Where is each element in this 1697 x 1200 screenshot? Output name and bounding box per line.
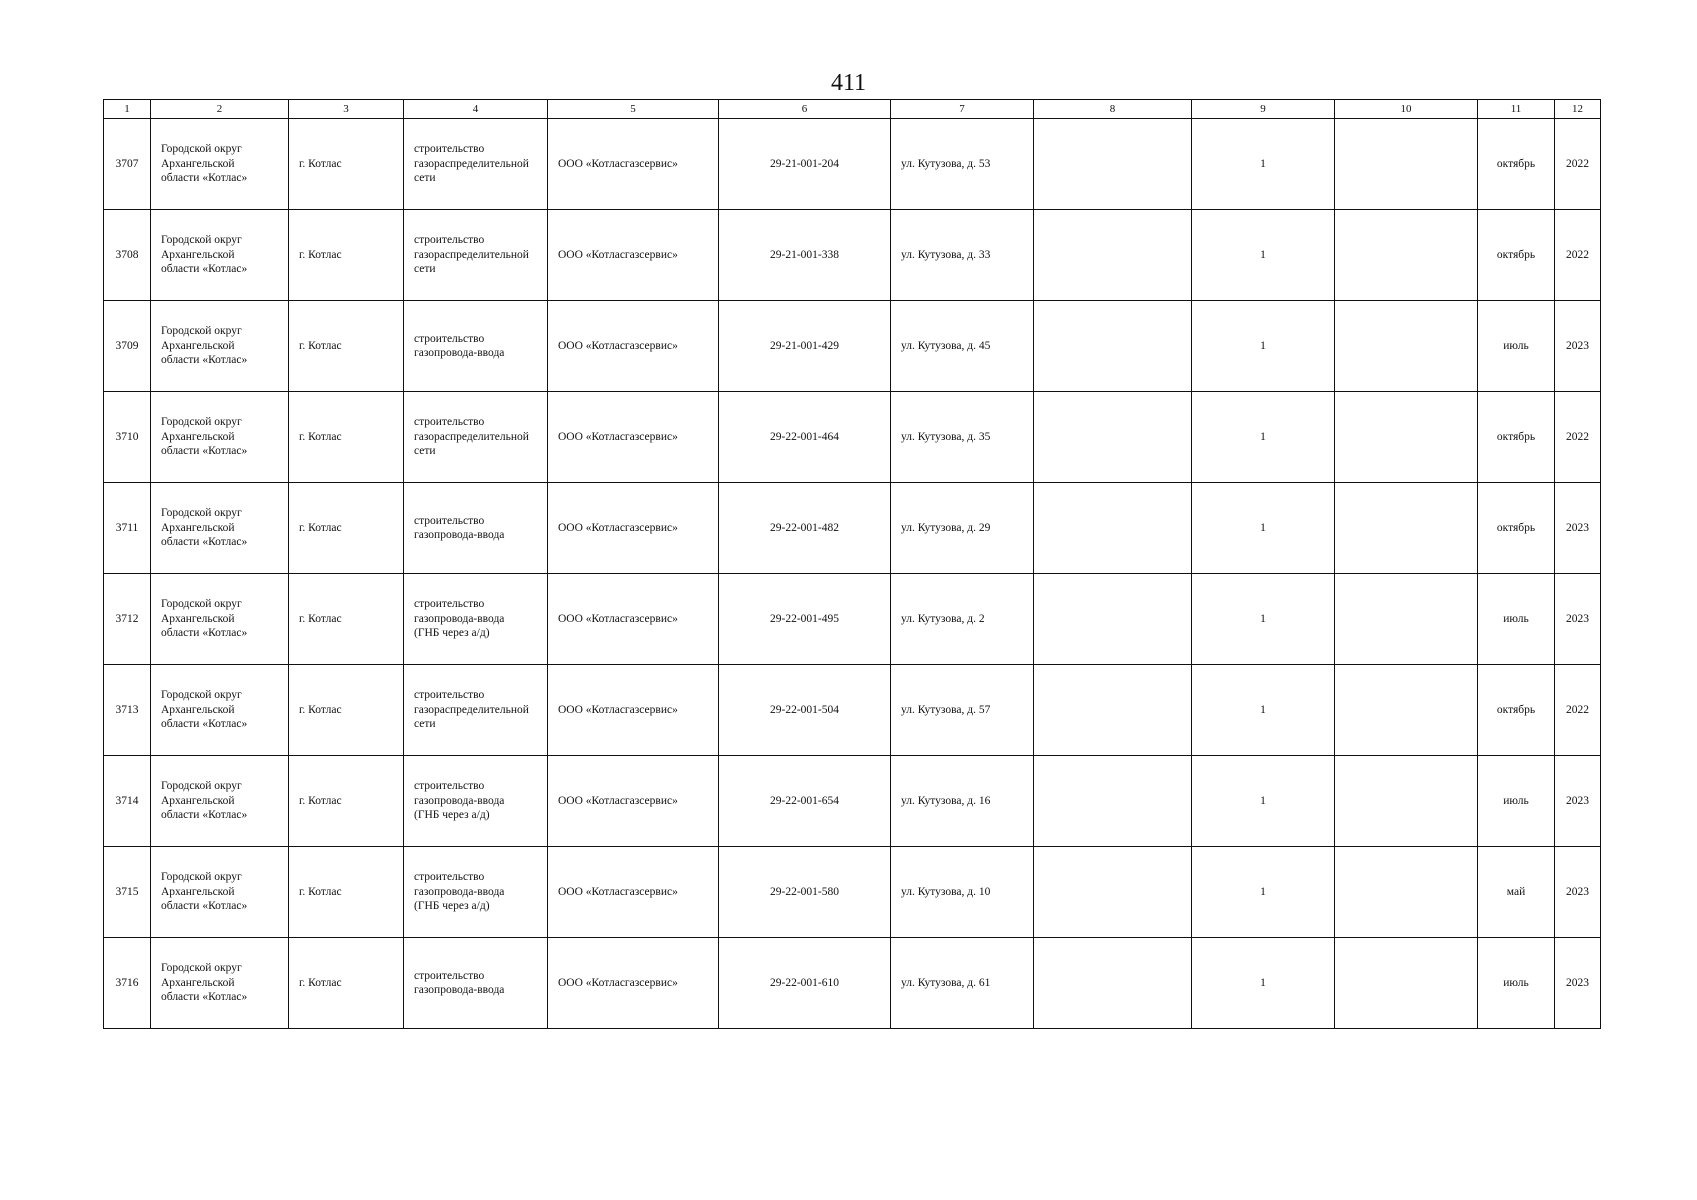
register-body [104, 119, 1601, 1029]
column-10-cell [1335, 392, 1478, 483]
year-cell: 2023 [1555, 574, 1601, 665]
table-row [104, 392, 1601, 483]
organization-cell: ООО «Котласгазсервис» [548, 301, 719, 392]
year-cell: 2023 [1555, 756, 1601, 847]
municipality-cell: Городской округ Архангельской области «Котлас» [151, 210, 289, 301]
register-table [103, 99, 1601, 1029]
column-10-cell [1335, 301, 1478, 392]
table-row [104, 210, 1601, 301]
work-type-cell: строительство газопровода-ввода [404, 483, 548, 574]
column-number: 10 [1335, 100, 1478, 119]
work-type-cell: строительство газопровода-ввода (ГНБ через а/д) [404, 574, 548, 665]
row-number: 3711 [104, 483, 151, 574]
row-number: 3707 [104, 119, 151, 210]
column-number: 9 [1192, 100, 1335, 119]
table-row [104, 483, 1601, 574]
column-number: 4 [404, 100, 548, 119]
table-row [104, 301, 1601, 392]
column-number: 2 [151, 100, 289, 119]
locality-cell: г. Котлас [289, 938, 404, 1029]
year-cell: 2023 [1555, 483, 1601, 574]
month-cell: июль [1478, 574, 1555, 665]
object-code-cell: 29-22-001-580 [719, 847, 891, 938]
quantity-cell: 1 [1192, 392, 1335, 483]
municipality-cell: Городской округ Архангельской области «Котлас» [151, 847, 289, 938]
column-10-cell [1335, 756, 1478, 847]
column-10-cell [1335, 665, 1478, 756]
month-cell: октябрь [1478, 665, 1555, 756]
column-8-cell [1034, 574, 1192, 665]
row-number: 3708 [104, 210, 151, 301]
work-type-cell: строительство газопровода-ввода (ГНБ через а/д) [404, 756, 548, 847]
month-cell: июль [1478, 301, 1555, 392]
column-8-cell [1034, 938, 1192, 1029]
work-type-cell: строительство газораспределительной сети [404, 119, 548, 210]
work-type-cell: строительство газопровода-ввода (ГНБ через а/д) [404, 847, 548, 938]
month-cell: июль [1478, 756, 1555, 847]
address-cell: ул. Кутузова, д. 57 [891, 665, 1034, 756]
address-cell: ул. Кутузова, д. 16 [891, 756, 1034, 847]
year-cell: 2023 [1555, 301, 1601, 392]
column-10-cell [1335, 210, 1478, 301]
row-number: 3710 [104, 392, 151, 483]
column-8-cell [1034, 119, 1192, 210]
locality-cell: г. Котлас [289, 392, 404, 483]
work-type-cell: строительство газораспределительной сети [404, 210, 548, 301]
table-row [104, 938, 1601, 1029]
quantity-cell: 1 [1192, 483, 1335, 574]
column-number: 3 [289, 100, 404, 119]
object-code-cell: 29-22-001-610 [719, 938, 891, 1029]
quantity-cell: 1 [1192, 665, 1335, 756]
quantity-cell: 1 [1192, 210, 1335, 301]
address-cell: ул. Кутузова, д. 53 [891, 119, 1034, 210]
column-number: 5 [548, 100, 719, 119]
year-cell: 2022 [1555, 210, 1601, 301]
quantity-cell: 1 [1192, 301, 1335, 392]
address-cell: ул. Кутузова, д. 10 [891, 847, 1034, 938]
quantity-cell: 1 [1192, 574, 1335, 665]
organization-cell: ООО «Котласгазсервис» [548, 847, 719, 938]
address-cell: ул. Кутузова, д. 2 [891, 574, 1034, 665]
locality-cell: г. Котлас [289, 119, 404, 210]
municipality-cell: Городской округ Архангельской области «Котлас» [151, 392, 289, 483]
locality-cell: г. Котлас [289, 847, 404, 938]
row-number: 3713 [104, 665, 151, 756]
month-cell: май [1478, 847, 1555, 938]
locality-cell: г. Котлас [289, 210, 404, 301]
column-8-cell [1034, 665, 1192, 756]
year-cell: 2023 [1555, 847, 1601, 938]
month-cell: октябрь [1478, 483, 1555, 574]
column-8-cell [1034, 210, 1192, 301]
month-cell: октябрь [1478, 392, 1555, 483]
organization-cell: ООО «Котласгазсервис» [548, 392, 719, 483]
address-cell: ул. Кутузова, д. 33 [891, 210, 1034, 301]
municipality-cell: Городской округ Архангельской области «Котлас» [151, 665, 289, 756]
column-8-cell [1034, 483, 1192, 574]
locality-cell: г. Котлас [289, 483, 404, 574]
object-code-cell: 29-22-001-482 [719, 483, 891, 574]
object-code-cell: 29-21-001-338 [719, 210, 891, 301]
column-8-cell [1034, 847, 1192, 938]
table-row [104, 119, 1601, 210]
work-type-cell: строительство газопровода-ввода [404, 301, 548, 392]
column-number: 12 [1555, 100, 1601, 119]
quantity-cell: 1 [1192, 756, 1335, 847]
column-10-cell [1335, 483, 1478, 574]
organization-cell: ООО «Котласгазсервис» [548, 665, 719, 756]
column-number: 7 [891, 100, 1034, 119]
column-number: 1 [104, 100, 151, 119]
month-cell: июль [1478, 938, 1555, 1029]
municipality-cell: Городской округ Архангельской области «Котлас» [151, 574, 289, 665]
column-8-cell [1034, 392, 1192, 483]
column-10-cell [1335, 119, 1478, 210]
column-8-cell [1034, 756, 1192, 847]
municipality-cell: Городской округ Архангельской области «Котлас» [151, 756, 289, 847]
work-type-cell: строительство газопровода-ввода [404, 938, 548, 1029]
locality-cell: г. Котлас [289, 574, 404, 665]
object-code-cell: 29-22-001-464 [719, 392, 891, 483]
organization-cell: ООО «Котласгазсервис» [548, 483, 719, 574]
municipality-cell: Городской округ Архангельской области «Котлас» [151, 119, 289, 210]
object-code-cell: 29-22-001-495 [719, 574, 891, 665]
work-type-cell: строительство газораспределительной сети [404, 665, 548, 756]
object-code-cell: 29-22-001-504 [719, 665, 891, 756]
table-row [104, 574, 1601, 665]
locality-cell: г. Котлас [289, 301, 404, 392]
column-10-cell [1335, 847, 1478, 938]
municipality-cell: Городской округ Архангельской области «Котлас» [151, 938, 289, 1029]
object-code-cell: 29-21-001-429 [719, 301, 891, 392]
column-number: 8 [1034, 100, 1192, 119]
column-number-row [104, 100, 1601, 119]
work-type-cell: строительство газораспределительной сети [404, 392, 548, 483]
year-cell: 2023 [1555, 938, 1601, 1029]
row-number: 3712 [104, 574, 151, 665]
month-cell: октябрь [1478, 119, 1555, 210]
address-cell: ул. Кутузова, д. 45 [891, 301, 1034, 392]
column-number: 6 [719, 100, 891, 119]
column-10-cell [1335, 574, 1478, 665]
column-10-cell [1335, 938, 1478, 1029]
address-cell: ул. Кутузова, д. 29 [891, 483, 1034, 574]
organization-cell: ООО «Котласгазсервис» [548, 938, 719, 1029]
quantity-cell: 1 [1192, 938, 1335, 1029]
year-cell: 2022 [1555, 119, 1601, 210]
page-number: 411 [830, 70, 867, 96]
municipality-cell: Городской округ Архангельской области «Котлас» [151, 301, 289, 392]
column-number: 11 [1478, 100, 1555, 119]
address-cell: ул. Кутузова, д. 35 [891, 392, 1034, 483]
table-row [104, 665, 1601, 756]
year-cell: 2022 [1555, 392, 1601, 483]
locality-cell: г. Котлас [289, 756, 404, 847]
organization-cell: ООО «Котласгазсервис» [548, 119, 719, 210]
object-code-cell: 29-21-001-204 [719, 119, 891, 210]
municipality-cell: Городской округ Архангельской области «Котлас» [151, 483, 289, 574]
object-code-cell: 29-22-001-654 [719, 756, 891, 847]
column-8-cell [1034, 301, 1192, 392]
organization-cell: ООО «Котласгазсервис» [548, 756, 719, 847]
locality-cell: г. Котлас [289, 665, 404, 756]
table-row [104, 756, 1601, 847]
organization-cell: ООО «Котласгазсервис» [548, 574, 719, 665]
quantity-cell: 1 [1192, 847, 1335, 938]
month-cell: октябрь [1478, 210, 1555, 301]
table-row [104, 847, 1601, 938]
address-cell: ул. Кутузова, д. 61 [891, 938, 1034, 1029]
row-number: 3716 [104, 938, 151, 1029]
row-number: 3715 [104, 847, 151, 938]
organization-cell: ООО «Котласгазсервис» [548, 210, 719, 301]
year-cell: 2022 [1555, 665, 1601, 756]
quantity-cell: 1 [1192, 119, 1335, 210]
row-number: 3714 [104, 756, 151, 847]
row-number: 3709 [104, 301, 151, 392]
